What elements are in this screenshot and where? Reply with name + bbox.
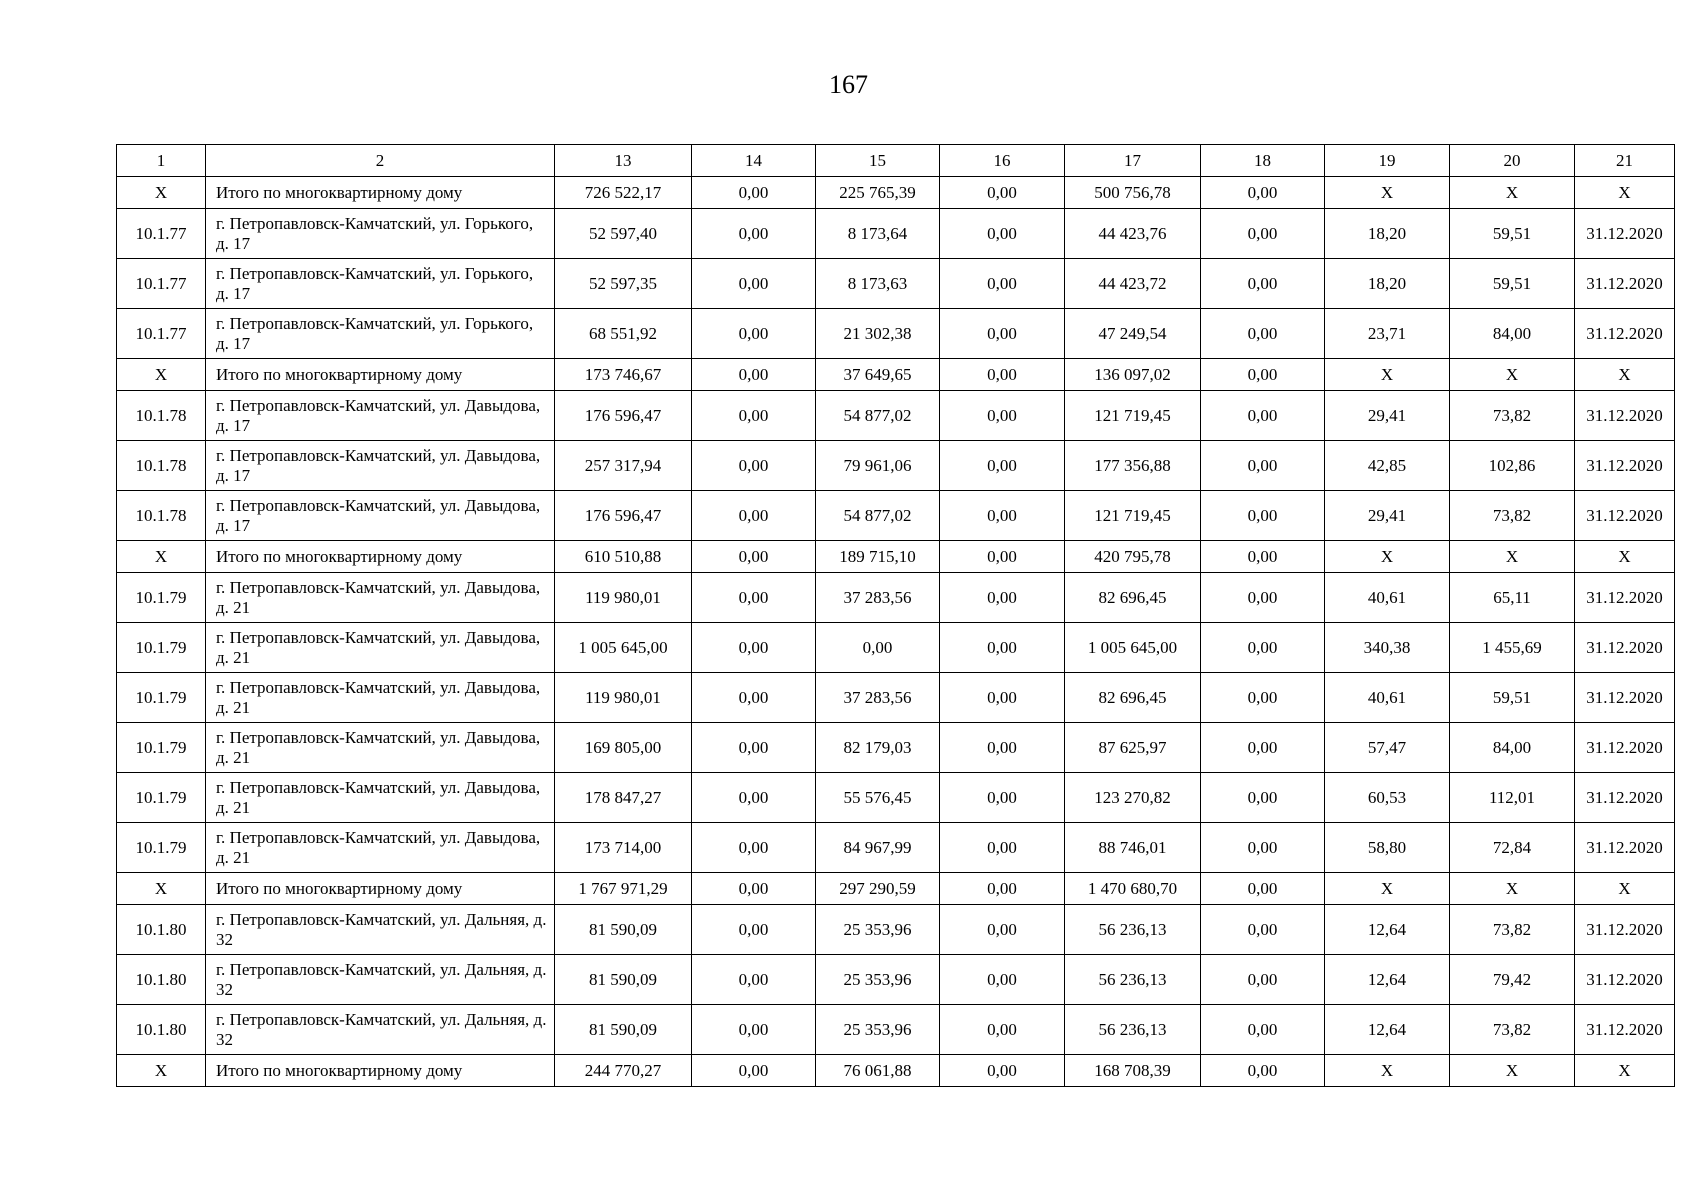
table-row: [117, 491, 1675, 541]
table-cell: 73,82: [1450, 491, 1575, 541]
table-cell: 47 249,54: [1065, 309, 1201, 359]
table-cell: X: [117, 541, 206, 573]
table-cell: 10.1.80: [117, 1005, 206, 1055]
table-cell: 0,00: [1201, 359, 1325, 391]
table-cell: 0,00: [692, 573, 816, 623]
table-cell: 420 795,78: [1065, 541, 1201, 573]
table-cell: 12,64: [1325, 1005, 1450, 1055]
table-cell: 244 770,27: [555, 1055, 692, 1087]
table-cell: 79,42: [1450, 955, 1575, 1005]
table-cell: 0,00: [692, 873, 816, 905]
table-cell: 8 173,64: [816, 209, 940, 259]
address-cell: г. Петропавловск-Камчатский, ул. Горького, д. 17: [206, 309, 555, 359]
table-cell: 1 005 645,00: [1065, 623, 1201, 673]
table-cell: 54 877,02: [816, 491, 940, 541]
table-cell: 0,00: [1201, 773, 1325, 823]
table-cell: X: [117, 873, 206, 905]
total-row: [117, 873, 1675, 905]
address-cell: г. Петропавловск-Камчатский, ул. Давыдова, д. 17: [206, 391, 555, 441]
table-cell: 0,00: [940, 623, 1065, 673]
table-cell: 65,11: [1450, 573, 1575, 623]
table-cell: X: [1450, 177, 1575, 209]
table-cell: 31.12.2020: [1575, 209, 1675, 259]
table-cell: 23,71: [1325, 309, 1450, 359]
table-cell: 31.12.2020: [1575, 905, 1675, 955]
table-cell: 81 590,09: [555, 1005, 692, 1055]
table-cell: X: [1450, 873, 1575, 905]
table-row: [117, 441, 1675, 491]
table-cell: 0,00: [1201, 1005, 1325, 1055]
table-cell: 0,00: [940, 773, 1065, 823]
table-cell: 84,00: [1450, 723, 1575, 773]
table-cell: 0,00: [692, 723, 816, 773]
table-cell: X: [1575, 873, 1675, 905]
table-cell: 177 356,88: [1065, 441, 1201, 491]
table-cell: X: [1575, 541, 1675, 573]
table-cell: 0,00: [1201, 391, 1325, 441]
table-cell: 31.12.2020: [1575, 723, 1675, 773]
table-cell: 76 061,88: [816, 1055, 940, 1087]
column-header: 13: [555, 145, 692, 177]
table-cell: 44 423,76: [1065, 209, 1201, 259]
table-cell: 176 596,47: [555, 391, 692, 441]
column-header: 18: [1201, 145, 1325, 177]
table-cell: 0,00: [692, 309, 816, 359]
table-cell: X: [117, 359, 206, 391]
table-cell: 0,00: [1201, 309, 1325, 359]
table-cell: 10.1.79: [117, 723, 206, 773]
table-cell: 8 173,63: [816, 259, 940, 309]
table-cell: 610 510,88: [555, 541, 692, 573]
table-cell: 225 765,39: [816, 177, 940, 209]
table-row: [117, 259, 1675, 309]
table-cell: 72,84: [1450, 823, 1575, 873]
address-cell: г. Петропавловск-Камчатский, ул. Давыдова, д. 21: [206, 723, 555, 773]
table-cell: 0,00: [816, 623, 940, 673]
table-cell: 31.12.2020: [1575, 309, 1675, 359]
table-cell: 44 423,72: [1065, 259, 1201, 309]
table-cell: 0,00: [692, 541, 816, 573]
table-cell: 0,00: [692, 441, 816, 491]
table-cell: 73,82: [1450, 905, 1575, 955]
table-cell: 0,00: [1201, 955, 1325, 1005]
table-cell: 0,00: [692, 955, 816, 1005]
table-cell: 57,47: [1325, 723, 1450, 773]
table-row: [117, 623, 1675, 673]
table-cell: 0,00: [940, 573, 1065, 623]
table-cell: 82 696,45: [1065, 673, 1201, 723]
table-cell: 257 317,94: [555, 441, 692, 491]
table-cell: 0,00: [940, 441, 1065, 491]
address-cell: Итого по многоквартирному дому: [206, 359, 555, 391]
table-cell: 84 967,99: [816, 823, 940, 873]
table-cell: 40,61: [1325, 673, 1450, 723]
table-cell: 79 961,06: [816, 441, 940, 491]
address-cell: г. Петропавловск-Камчатский, ул. Давыдова, д. 17: [206, 441, 555, 491]
table-cell: 12,64: [1325, 955, 1450, 1005]
table-cell: X: [1450, 541, 1575, 573]
table-cell: X: [1325, 1055, 1450, 1087]
table-cell: 10.1.79: [117, 623, 206, 673]
table-cell: 81 590,09: [555, 905, 692, 955]
table-cell: 10.1.79: [117, 673, 206, 723]
table-cell: 0,00: [940, 673, 1065, 723]
table-cell: 0,00: [940, 391, 1065, 441]
table-cell: 25 353,96: [816, 1005, 940, 1055]
table-cell: 0,00: [940, 491, 1065, 541]
table-cell: 55 576,45: [816, 773, 940, 823]
table-cell: 84,00: [1450, 309, 1575, 359]
table-cell: 173 746,67: [555, 359, 692, 391]
table-cell: 59,51: [1450, 673, 1575, 723]
table-cell: 119 980,01: [555, 573, 692, 623]
table-cell: 58,80: [1325, 823, 1450, 873]
table-cell: 31.12.2020: [1575, 823, 1675, 873]
total-row: [117, 177, 1675, 209]
table-row: [117, 673, 1675, 723]
table-cell: X: [117, 177, 206, 209]
table-cell: X: [1325, 541, 1450, 573]
table-cell: 31.12.2020: [1575, 391, 1675, 441]
table-cell: 18,20: [1325, 209, 1450, 259]
total-row: [117, 359, 1675, 391]
table-cell: 0,00: [940, 209, 1065, 259]
table-cell: 10.1.79: [117, 823, 206, 873]
table-cell: 189 715,10: [816, 541, 940, 573]
table-cell: 31.12.2020: [1575, 773, 1675, 823]
address-cell: г. Петропавловск-Камчатский, ул. Давыдова, д. 21: [206, 773, 555, 823]
address-cell: г. Петропавловск-Камчатский, ул. Давыдова, д. 17: [206, 491, 555, 541]
table-cell: 21 302,38: [816, 309, 940, 359]
table-cell: 119 980,01: [555, 673, 692, 723]
table-cell: 56 236,13: [1065, 905, 1201, 955]
table-row: [117, 905, 1675, 955]
table-cell: X: [1575, 1055, 1675, 1087]
table-cell: 0,00: [1201, 873, 1325, 905]
table-cell: 82 179,03: [816, 723, 940, 773]
table-cell: 0,00: [940, 1005, 1065, 1055]
page-number: 167: [829, 70, 868, 99]
table-cell: 12,64: [1325, 905, 1450, 955]
table-cell: 82 696,45: [1065, 573, 1201, 623]
table-cell: 0,00: [1201, 441, 1325, 491]
table-cell: 0,00: [692, 491, 816, 541]
address-cell: Итого по многоквартирному дому: [206, 541, 555, 573]
table-cell: 0,00: [1201, 623, 1325, 673]
table-cell: 37 649,65: [816, 359, 940, 391]
table-cell: 31.12.2020: [1575, 673, 1675, 723]
table-cell: 0,00: [1201, 1055, 1325, 1087]
table-cell: X: [1450, 359, 1575, 391]
table-cell: 340,38: [1325, 623, 1450, 673]
table-row: [117, 823, 1675, 873]
table-cell: 59,51: [1450, 259, 1575, 309]
table-cell: 29,41: [1325, 391, 1450, 441]
table-cell: X: [1325, 873, 1450, 905]
column-header: 14: [692, 145, 816, 177]
table-cell: 60,53: [1325, 773, 1450, 823]
table-row: [117, 391, 1675, 441]
table-cell: 52 597,35: [555, 259, 692, 309]
table-cell: 123 270,82: [1065, 773, 1201, 823]
table-cell: 121 719,45: [1065, 391, 1201, 441]
table-cell: 136 097,02: [1065, 359, 1201, 391]
address-cell: г. Петропавловск-Камчатский, ул. Горького, д. 17: [206, 209, 555, 259]
table-cell: 112,01: [1450, 773, 1575, 823]
table-row: [117, 773, 1675, 823]
table-cell: 10.1.78: [117, 441, 206, 491]
table-cell: 0,00: [1201, 259, 1325, 309]
table-cell: X: [1575, 177, 1675, 209]
table-cell: 0,00: [940, 359, 1065, 391]
table-cell: 0,00: [1201, 673, 1325, 723]
address-cell: г. Петропавловск-Камчатский, ул. Горького, д. 17: [206, 259, 555, 309]
table-cell: 0,00: [940, 823, 1065, 873]
table-cell: 0,00: [1201, 209, 1325, 259]
table-cell: 0,00: [940, 723, 1065, 773]
table-cell: 10.1.79: [117, 573, 206, 623]
table-cell: X: [1450, 1055, 1575, 1087]
table-cell: 31.12.2020: [1575, 491, 1675, 541]
table-cell: 73,82: [1450, 391, 1575, 441]
address-cell: г. Петропавловск-Камчатский, ул. Дальняя, д. 32: [206, 1005, 555, 1055]
table-row: [117, 955, 1675, 1005]
table-cell: 168 708,39: [1065, 1055, 1201, 1087]
address-cell: г. Петропавловск-Камчатский, ул. Давыдова, д. 21: [206, 823, 555, 873]
table-cell: 0,00: [940, 873, 1065, 905]
table-cell: 31.12.2020: [1575, 955, 1675, 1005]
table-cell: 54 877,02: [816, 391, 940, 441]
table-cell: 0,00: [940, 259, 1065, 309]
table-cell: 10.1.77: [117, 259, 206, 309]
table-cell: 0,00: [1201, 573, 1325, 623]
table-cell: 88 746,01: [1065, 823, 1201, 873]
table-cell: 40,61: [1325, 573, 1450, 623]
column-header: 19: [1325, 145, 1450, 177]
header-row: [117, 145, 1675, 177]
address-cell: г. Петропавловск-Камчатский, ул. Давыдова, д. 21: [206, 623, 555, 673]
table-cell: 56 236,13: [1065, 1005, 1201, 1055]
data-table: [116, 144, 1675, 1087]
column-header: 17: [1065, 145, 1201, 177]
table-cell: 87 625,97: [1065, 723, 1201, 773]
table-cell: 0,00: [692, 673, 816, 723]
table-cell: 169 805,00: [555, 723, 692, 773]
table-cell: 0,00: [940, 1055, 1065, 1087]
table-cell: 1 005 645,00: [555, 623, 692, 673]
table-cell: 31.12.2020: [1575, 573, 1675, 623]
column-header: 20: [1450, 145, 1575, 177]
table-cell: X: [1575, 359, 1675, 391]
table-row: [117, 309, 1675, 359]
column-header: 15: [816, 145, 940, 177]
table-cell: 0,00: [1201, 541, 1325, 573]
table-row: [117, 209, 1675, 259]
total-row: [117, 1055, 1675, 1087]
table-cell: 0,00: [940, 309, 1065, 359]
table-cell: 68 551,92: [555, 309, 692, 359]
table-cell: 37 283,56: [816, 673, 940, 723]
table-cell: 25 353,96: [816, 905, 940, 955]
column-header: 2: [206, 145, 555, 177]
table-cell: 0,00: [692, 259, 816, 309]
address-cell: Итого по многоквартирному дому: [206, 1055, 555, 1087]
address-cell: г. Петропавловск-Камчатский, ул. Дальняя, д. 32: [206, 955, 555, 1005]
table-cell: 0,00: [692, 773, 816, 823]
table-cell: 10.1.80: [117, 905, 206, 955]
table-cell: 52 597,40: [555, 209, 692, 259]
table-cell: X: [117, 1055, 206, 1087]
table-cell: 297 290,59: [816, 873, 940, 905]
table-cell: 176 596,47: [555, 491, 692, 541]
table-cell: 37 283,56: [816, 573, 940, 623]
table-cell: 25 353,96: [816, 955, 940, 1005]
table-cell: 121 719,45: [1065, 491, 1201, 541]
table-cell: 0,00: [940, 905, 1065, 955]
table-cell: 0,00: [940, 177, 1065, 209]
table-cell: 1 767 971,29: [555, 873, 692, 905]
table-cell: 0,00: [692, 177, 816, 209]
table-cell: 42,85: [1325, 441, 1450, 491]
column-header: 21: [1575, 145, 1675, 177]
table-cell: 10.1.78: [117, 491, 206, 541]
table-cell: 81 590,09: [555, 955, 692, 1005]
table-cell: 18,20: [1325, 259, 1450, 309]
table-cell: 173 714,00: [555, 823, 692, 873]
table-cell: 0,00: [692, 905, 816, 955]
table-cell: 31.12.2020: [1575, 259, 1675, 309]
column-header: 16: [940, 145, 1065, 177]
table-cell: 10.1.78: [117, 391, 206, 441]
address-cell: Итого по многоквартирному дому: [206, 177, 555, 209]
table-body: [117, 145, 1675, 1087]
table-cell: 0,00: [692, 823, 816, 873]
table-cell: 102,86: [1450, 441, 1575, 491]
table-cell: 31.12.2020: [1575, 441, 1675, 491]
table-cell: 73,82: [1450, 1005, 1575, 1055]
table-cell: 1 470 680,70: [1065, 873, 1201, 905]
table-cell: 0,00: [1201, 723, 1325, 773]
table-cell: 10.1.77: [117, 309, 206, 359]
address-cell: г. Петропавловск-Камчатский, ул. Давыдова, д. 21: [206, 573, 555, 623]
table-cell: 178 847,27: [555, 773, 692, 823]
table-cell: 0,00: [940, 541, 1065, 573]
table-cell: X: [1325, 359, 1450, 391]
table-cell: 0,00: [692, 359, 816, 391]
table-cell: 10.1.79: [117, 773, 206, 823]
address-cell: Итого по многоквартирному дому: [206, 873, 555, 905]
table-row: [117, 723, 1675, 773]
table-cell: 31.12.2020: [1575, 1005, 1675, 1055]
address-cell: г. Петропавловск-Камчатский, ул. Давыдова, д. 21: [206, 673, 555, 723]
table-cell: 59,51: [1450, 209, 1575, 259]
table-cell: 0,00: [692, 1055, 816, 1087]
table-cell: 726 522,17: [555, 177, 692, 209]
table-cell: 31.12.2020: [1575, 623, 1675, 673]
table-cell: 10.1.77: [117, 209, 206, 259]
column-header: 1: [117, 145, 206, 177]
table-cell: 0,00: [1201, 905, 1325, 955]
table-cell: X: [1325, 177, 1450, 209]
table-cell: 10.1.80: [117, 955, 206, 1005]
table-cell: 29,41: [1325, 491, 1450, 541]
table-cell: 0,00: [692, 1005, 816, 1055]
table-row: [117, 573, 1675, 623]
table-cell: 0,00: [1201, 177, 1325, 209]
table-cell: 0,00: [692, 623, 816, 673]
table-cell: 1 455,69: [1450, 623, 1575, 673]
table-cell: 0,00: [1201, 823, 1325, 873]
table-cell: 0,00: [692, 209, 816, 259]
address-cell: г. Петропавловск-Камчатский, ул. Дальняя, д. 32: [206, 905, 555, 955]
total-row: [117, 541, 1675, 573]
table-cell: 500 756,78: [1065, 177, 1201, 209]
table-cell: 0,00: [1201, 491, 1325, 541]
table-cell: 56 236,13: [1065, 955, 1201, 1005]
table-cell: 0,00: [692, 391, 816, 441]
table-cell: 0,00: [940, 955, 1065, 1005]
table-row: [117, 1005, 1675, 1055]
